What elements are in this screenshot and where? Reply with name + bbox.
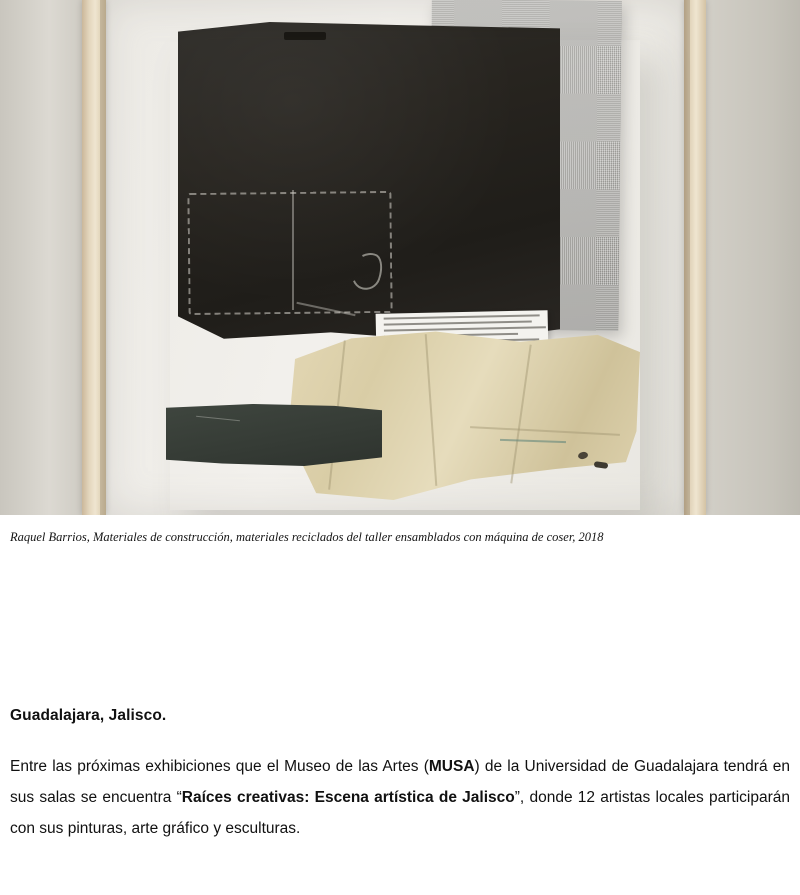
dateline: Guadalajara, Jalisco. bbox=[10, 706, 167, 724]
exhibition-title: Raíces creativas: Escena artística de Jalisco bbox=[181, 788, 515, 806]
article-body bbox=[0, 707, 800, 844]
cloth-tab bbox=[284, 32, 326, 40]
pocket-center-seam bbox=[292, 190, 294, 310]
stitched-pocket-outline bbox=[187, 191, 392, 315]
frame-rail-left bbox=[82, 0, 106, 515]
frame-rail-right bbox=[684, 0, 706, 515]
paragraph-segment-3: ”, donde 12 artistas locales participarán con sus pinturas, arte gráfico y esculturas. bbox=[10, 788, 790, 837]
figure-caption: Raquel Barrios, Materiales de construcción, materiales reciclados del taller ensamblados con máquina de coser, 2018 bbox=[10, 530, 604, 544]
paragraph-segment-2: ) de la Universidad de Guadalajara tendrá en sus salas se encuentra “ bbox=[10, 757, 790, 806]
dark-green-band bbox=[166, 404, 382, 466]
wall-strip-right bbox=[706, 0, 800, 515]
wall-strip-left bbox=[0, 0, 82, 515]
paragraph-segment-1: Entre las próximas exhibiciones que el Museo de las Artes ( bbox=[10, 757, 429, 775]
museum-acronym: MUSA bbox=[428, 757, 475, 775]
lead-paragraph bbox=[10, 751, 790, 844]
